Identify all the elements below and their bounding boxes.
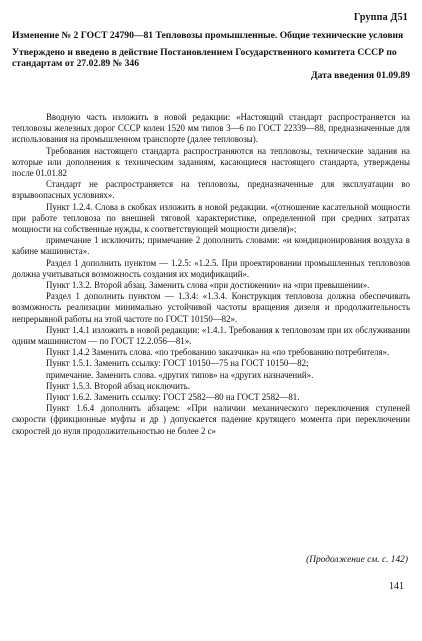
page-number: 141	[389, 581, 404, 592]
paragraph: Пункт 1.6.4 дополнить абзацем: «При наличии механического переключения ступеней скорости (фрикционные муфты и др ) допускается падение крутящего момента при переключении скоростей до нуля продолжительностью не более 2 с»	[12, 403, 410, 436]
document-body	[12, 112, 410, 437]
paragraph: Раздел 1 дополнить пунктом — 1.2.5: «1.2.5. При проектировании промышленных тепловозов должна учитываться возможность создания их модификаций».	[12, 257, 410, 279]
paragraph: Пункт 1.4.1 изложить в новой редакции: «1.4.1. Требования к тепловозам при их обслуживании одним машинистом — по ГОСТ 12.2.056—81».	[12, 324, 410, 347]
effective-date: Дата введения 01.09.89	[310, 69, 410, 81]
paragraph: примечание 1 исключить; примечание 2 дополнить словами: «и кондиционирования воздуха в кабине машиниста».	[12, 235, 410, 257]
paragraph: Пункт 1.5.3. Второй абзац исключить.	[46, 380, 190, 391]
paragraph: Стандарт не распространяется на тепловозы, предназначенные для эксплуатации во взрывоопасных условиях».	[12, 179, 410, 201]
amendment-title: Изменение № 2 ГОСТ 24790—81 Тепловозы промышленные. Общие технические условия	[12, 30, 404, 41]
paragraph: Пункт 1.6.2. Заменить ссылку: ГОСТ 2582—80 на ГОСТ 2582—81.	[46, 392, 300, 403]
paragraph: Вводную часть изложить в новой редакции: «Настоящий стандарт распространяется на тепловозы железных дорог СССР колеи 1520 мм типов 3—6 по ГОСТ 22339—88, предназначенные для использования на промышленном транспорте (далее тепловозы).	[12, 112, 410, 145]
paragraph: Пункт 1.5.1. Заменить ссылку: ГОСТ 10150—75 на ГОСТ 10150—82;	[46, 358, 309, 369]
paragraph: Требования настоящего стандарта распространяются на тепловозы, технические задания на которые или дополнения к техническим заданиям, касающиеся настоящего стандарта, утверждены после 01.01.82	[12, 145, 410, 179]
approval-statement: Утверждено и введено в действие Постановлением Государственного комитета СССР по стандартам от 27.02.89 № 346	[12, 46, 397, 69]
paragraph: Пункт 1.2.4. Слова в скобках изложить в новой редакции. «(отношение касательной мощности при работе тепловоза по внешней тяговой характеристике, определенной при средних затратах мощности на собственные нужды, к соответствующей мощности дизеля)»;	[12, 201, 410, 235]
group-code: Группа Д51	[353, 12, 408, 23]
document-header	[12, 30, 410, 81]
paragraph: Пункт 1.4.2 Заменить слова. «по требованию заказчика» на «по требованию потребителя».	[46, 347, 390, 358]
paragraph: Пункт 1.3.2. Второй абзац. Заменить слова «при достижении» на «при превышении».	[46, 280, 370, 291]
paragraph: примечание. Заменить слова. «других типов» на «других назначений».	[46, 369, 314, 380]
continuation-note: (Продолжение см. с. 142)	[306, 555, 408, 565]
paragraph: Раздел 1 дополнить пунктом — 1.3.4: «1.3.4. Конструкция тепловоза должна обеспечивать возможность реализации минимально устойчивой частоты вращения дизеля и продолжительность непрерывной работы на этой частоте по ГОСТ 10150—82».	[12, 291, 410, 324]
